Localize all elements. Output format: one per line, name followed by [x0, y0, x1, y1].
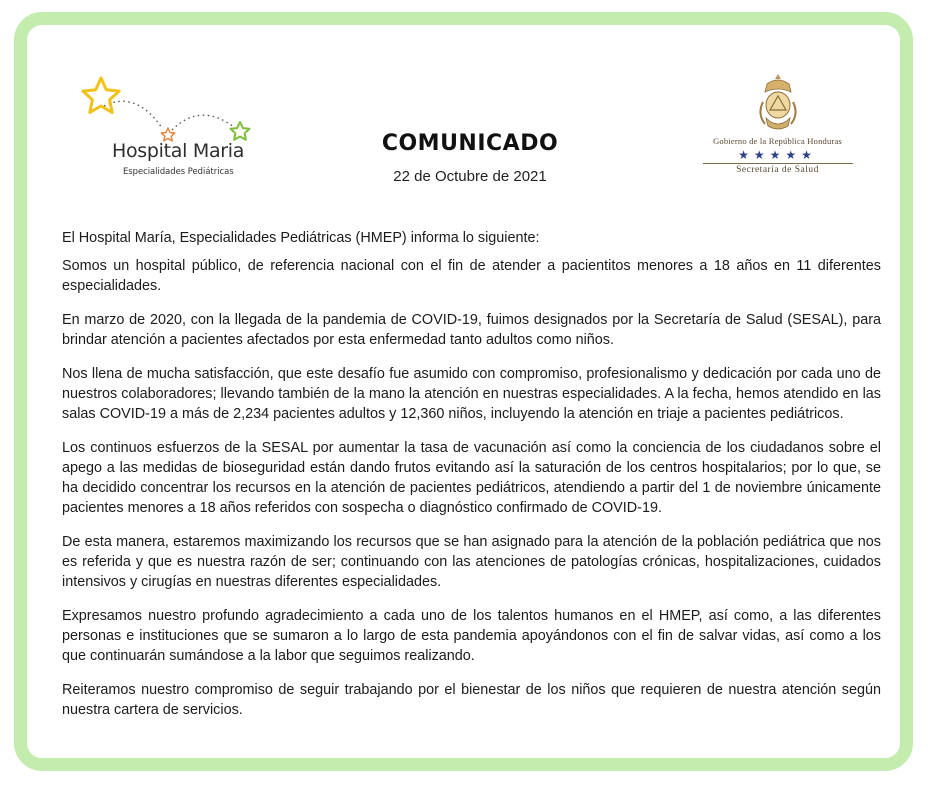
coat-of-arms-icon: [753, 72, 803, 132]
government-name: Gobierno de la República Honduras: [713, 136, 842, 146]
document-date: 22 de Octubre de 2021: [393, 168, 547, 185]
government-logo: [695, 72, 860, 184]
body-paragraph: Somos un hospital público, de referencia nacional con el fin de atender a pacientitos menores a 18 años en 11 diferentes especialidades.: [62, 258, 881, 294]
logo-hospital-name: Hospital Maria: [112, 140, 245, 162]
body-paragraph: Expresamos nuestro profundo agradecimiento a cada uno de los talentos humanos en el HMEP, así como, a las diferentes personas e instituciones que se sumaron a lo largo de esta pandemia apoyándonos con el fin de salvar vidas, así como a los que continuarán sumándose a la labor que seguimos realizando.: [62, 608, 881, 664]
body-paragraph: Los continuos esfuerzos de la SESAL por aumentar la tasa de vacunación así como la conciencia de los ciudadanos sobre el apego a las medidas de bioseguridad están dando frutos evitando así la saturación de los centros hospitalarios; por lo que, se ha decidido concentrar los recursos en la atención de pacientes pediátricos, atendiendo a partir del 1 de noviembre únicamente pacientes menores a 18 años referidos con sospecha o diagnóstico confirmado de COVID-19.: [62, 440, 881, 516]
logo-divider: [703, 163, 853, 164]
body-paragraph: Nos llena de mucha satisfacción, que este desafío fue asumido con compromiso, profesionalismo y dedicación por cada uno de nuestros colaboradores; llevando también de la mano la atención en nuestras especialidades. A la fecha, hemos atendido en las salas COVID-19 a más de 2,234 pacientes adultos y 12,360 niños, incluyendo la atención en triaje a pacientes pediátricos.: [62, 366, 881, 422]
intro-paragraph: El Hospital María, Especialidades Pediátricas (HMEP) informa lo siguiente:: [62, 230, 540, 246]
logo-hospital-subtitle: Especialidades Pediátricas: [123, 166, 234, 176]
hospital-maria-logo: [76, 72, 266, 187]
ministry-name: Secretaría de Salud: [736, 165, 819, 175]
five-stars-icon: ★★★★★: [738, 148, 817, 162]
page-title: COMUNICADO: [381, 131, 559, 156]
body-paragraph: Reiteramos nuestro compromiso de seguir trabajando por el bienestar de los niños que requieren de nuestra atención según nuestra cartera de servicios.: [62, 682, 881, 718]
body-paragraph: De esta manera, estaremos maximizando los recursos que se han asignado para la atención de la población pediátrica que nos es referida y que es nuestra razón de ser; continuando con las atenciones de patologías crónicas, hospitalizaciones, cuidados intensivos y cirugías en nuestras diferentes especialidades.: [62, 534, 881, 590]
body-paragraph: En marzo de 2020, con la llegada de la pandemia de COVID-19, fuimos designados por la Secretaría de Salud (SESAL), para brindar atención a pacientes afectados por esta enfermedad tanto adultos como niños.: [62, 312, 881, 348]
header-center: [320, 130, 620, 186]
communique-body: [62, 228, 881, 734]
